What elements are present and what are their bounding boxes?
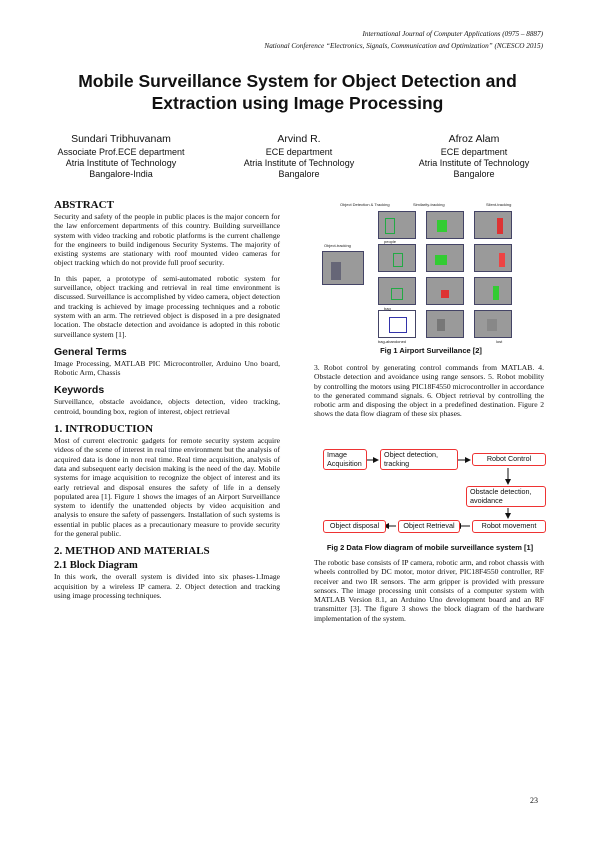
- fig1-label-col3: Silent-tracking: [486, 202, 512, 207]
- flow-obstacle-detection: Obstacle detection, avoidance: [466, 486, 546, 507]
- author-institute: Atria Institute of Technology: [418, 158, 530, 168]
- author-institute: Atria Institute of Technology: [243, 158, 355, 168]
- fig1-frame: [426, 244, 464, 272]
- figure-1: [318, 199, 544, 359]
- general-terms-heading: General Terms: [54, 345, 127, 358]
- author-affiliation: Associate Prof.ECE department: [57, 147, 185, 157]
- fig1-frame: [378, 244, 416, 272]
- fig1-label-lost: lost: [496, 339, 503, 344]
- paper-title: [40, 70, 555, 114]
- fig1-label-col2: Similarity-tracking: [413, 202, 445, 207]
- fig1-frame: [378, 310, 416, 338]
- left-column: [54, 199, 280, 600]
- author-institute: Atria Institute of Technology: [65, 158, 177, 168]
- fig1-label-col1: Object Detection & Tracking: [340, 202, 390, 207]
- author-2: [209, 133, 389, 180]
- fig1-label-people: people: [384, 239, 397, 244]
- fig1-frame: [474, 211, 512, 239]
- fig1-label-bag: bag: [384, 306, 391, 311]
- author-city: Bangalore: [453, 169, 495, 179]
- abstract-paragraph-1: Security and safety of the people in public places is the major concern for the law enforcement departments of this country. Building surveillance system with video tracking and robotic platforms is the current challenge for the engineers to build indigenous Security Systems. The majority of existing systems are stationary with roof mounted video cameras for object tracking which do not provide full proof security.: [54, 212, 280, 268]
- author-name: Afroz Alam: [448, 133, 500, 145]
- flow-robot-control: Robot Control: [472, 453, 546, 466]
- flow-robot-movement: Robot movement: [472, 520, 546, 533]
- method-text: In this work, the overall system is divided into six phases-1.Image acquisition by a wireless IP camera. 2. Object detection and tracking using image processing techniques.: [54, 572, 280, 600]
- fig1-frame-input: [322, 251, 364, 285]
- keywords-text: Surveillance, obstacle avoidance, objects detection, video tracking, centroid, bounding box, region of interest, object retrieval: [54, 397, 280, 416]
- flow-object-retrieval: Object Retrieval: [398, 520, 460, 533]
- author-3: [384, 133, 564, 180]
- fig1-frame: [426, 310, 464, 338]
- author-name: Sundari Tribhuvanam: [71, 133, 171, 145]
- figure-2-caption: Fig 2 Data Flow diagram of mobile surveillance system [1]: [326, 543, 534, 552]
- block-diagram-subheading: 2.1 Block Diagram: [54, 560, 138, 572]
- author-name: Arvind R.: [277, 133, 321, 145]
- fig1-frame: [474, 310, 512, 338]
- page-number: 23: [530, 796, 538, 805]
- journal-name: International Journal of Computer Applications (0975 – 8887): [362, 30, 543, 38]
- fig1-frame: [426, 211, 464, 239]
- fig1-label-abandoned: bag-abandoned: [378, 339, 407, 344]
- flow-image-acquisition: Image Acquisition: [323, 449, 367, 470]
- right-paragraph-2: The robotic base consists of IP camera, robotic arm, and robot chassis with wheels controlled by DC motor, motor driver, PIC18F4550 controller, RF receiver and two IR sensors. The arm gripper is provided with pressure sensors. The image processing unit consists of a computer system with MATLAB Version 8.1, an Arduino Uno development board and an RF transmitter [3]. The figure 3 shows the block diagram of the hardware implementation of the system.: [314, 558, 544, 623]
- fig1-frame: [474, 277, 512, 305]
- introduction-text: Most of current electronic gadgets for remote security system acquire videos of the scene of interest in real time environment but the analysis of acquired data is done in non real time. Real time acquisition, analysis of data and subsequent early decision making is the need of the day. Mobile systems for image acquisition to recognize the object of interest and its early retrieval and disposal ensures the safety of life in a densely populated area [1]. Figure 1 shows the images of an Airport Surveillance system to identify the unattended objects by video acquisition and analysis to ensure the safety of passengers. Installation of such systems is essential in public places as a precautionary measure to provide security for the general public.: [54, 436, 280, 539]
- method-heading: 2. METHOD AND MATERIALS: [54, 545, 210, 558]
- abstract-paragraph-2: In this paper, a prototype of semi-automated robotic system for surveillance, object tracking and retrieval in real time environment is discussed. Surveillance is accomplished by video camera, object detection and tracking is achieved by image processing techniques and a robotic system with an arm. The retrieved object is disposed in a pre designated location. The obstacle detection and avoidance is adopted in this robotic surveillance system [1].: [54, 273, 280, 339]
- abstract-heading: ABSTRACT: [54, 199, 114, 211]
- author-1: [31, 133, 211, 180]
- general-terms-text: Image Processing, MATLAB PIC Microcontroller, Arduino Uno board, Robotic Arm, Chassis: [54, 358, 280, 378]
- fig1-frame: [378, 211, 416, 239]
- fig1-frame: [378, 277, 416, 305]
- author-affiliation: ECE department: [440, 147, 508, 157]
- flow-object-disposal: Object disposal: [323, 520, 386, 533]
- keywords-heading: Keywords: [54, 384, 105, 397]
- title-line-1: Mobile Surveillance System for Object Detection and: [78, 71, 517, 91]
- fig1-label-left: Object-tracking: [324, 243, 351, 248]
- figure-1-caption: Fig 1 Airport Surveillance [2]: [380, 346, 482, 355]
- introduction-heading: 1. INTRODUCTION: [54, 423, 154, 436]
- conference-name: National Conference “Electronics, Signals, Communication and Optimization” (NCESCO 2015): [264, 42, 543, 50]
- author-city: Bangalore: [278, 169, 320, 179]
- author-city: Bangalore-India: [89, 169, 153, 179]
- title-line-2: Extraction using Image Processing: [151, 93, 444, 113]
- fig1-frame: [426, 277, 464, 305]
- fig1-frame: [474, 244, 512, 272]
- figure-2: [318, 446, 544, 536]
- flow-object-detection: Object detection, tracking: [380, 449, 458, 470]
- author-affiliation: ECE department: [265, 147, 333, 157]
- right-paragraph-1: 3. Robot control by generating control commands from MATLAB. 4. Obstacle detection and avoidance using range sensors. 5. Robot mobility by controlling the motors using PIC18F4550 microcontroller in accordance to the generated command signals. 6. Object retrieval by controlling the robotic arm and disposing the object in a predefined destination. Figure 2 shows the data flow diagram of these six phases.: [314, 363, 544, 419]
